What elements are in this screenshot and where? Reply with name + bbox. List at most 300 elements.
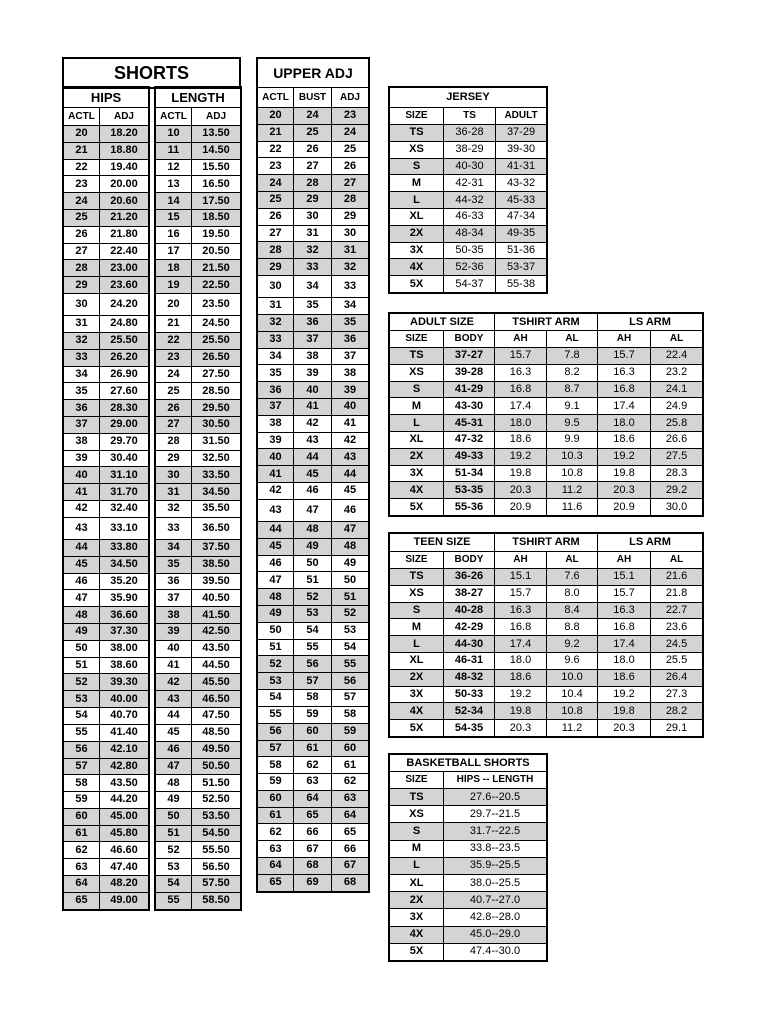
teen-ls-arm: LS ARM	[598, 534, 703, 552]
length-row	[156, 825, 241, 842]
upper-adj-cell: 53	[332, 622, 369, 639]
adult-ls-ah-cell: 16.3	[598, 364, 651, 381]
adult-ah-cell: 15.7	[495, 348, 547, 365]
upper-actl-cell: 43	[258, 499, 294, 521]
adult-body-cell: 49-33	[444, 448, 495, 465]
jersey-size-cell: S	[390, 158, 444, 175]
upper-row	[258, 124, 369, 141]
adult-al-cell: 10.3	[547, 448, 598, 465]
adult-ls-al-cell: 24.9	[651, 398, 703, 415]
hips-row	[64, 243, 149, 260]
length-actl-cell: 14	[156, 193, 192, 210]
adult-ls-al-cell: 22.4	[651, 348, 703, 365]
basketball-hips-length-cell: 47.4--30.0	[444, 943, 547, 960]
length-col-actl: ACTL	[156, 108, 192, 126]
adult-row	[390, 499, 703, 516]
length-adj-cell: 25.50	[192, 332, 241, 349]
upper-row	[258, 108, 369, 125]
adult-ls-ah-cell: 15.7	[598, 348, 651, 365]
upper-row	[258, 415, 369, 432]
upper-row	[258, 466, 369, 483]
upper-row	[258, 605, 369, 622]
adult-ls-al-cell: 30.0	[651, 499, 703, 516]
length-adj-cell: 28.50	[192, 383, 241, 400]
hips-adj-cell: 46.60	[100, 842, 149, 859]
hips-adj-cell: 20.60	[100, 193, 149, 210]
teen-size-table	[389, 533, 703, 737]
upper-actl-cell: 56	[258, 723, 294, 740]
length-adj-cell: 57.50	[192, 876, 241, 893]
length-adj-cell: 31.50	[192, 433, 241, 450]
upper-bust-cell: 28	[294, 175, 332, 192]
adult-size-cell: L	[390, 415, 444, 432]
upper-row	[258, 841, 369, 858]
length-row	[156, 243, 241, 260]
hips-adj-cell: 48.20	[100, 876, 149, 893]
upper-actl-cell: 51	[258, 639, 294, 656]
jersey-row	[390, 175, 547, 192]
hips-row	[64, 539, 149, 556]
jersey-adult-cell: 45-33	[496, 192, 547, 209]
adult-col-al: AL	[547, 331, 598, 348]
upper-row	[258, 208, 369, 225]
adult-ah-cell: 16.8	[495, 381, 547, 398]
length-row	[156, 640, 241, 657]
teen-row	[390, 602, 703, 619]
upper-row	[258, 141, 369, 158]
adult-ah-cell: 19.8	[495, 465, 547, 482]
hips-row	[64, 775, 149, 792]
upper-bust-cell: 27	[294, 158, 332, 175]
jersey-row	[390, 259, 547, 276]
upper-row	[258, 331, 369, 348]
length-adj-cell: 41.50	[192, 607, 241, 624]
teen-al-cell: 8.0	[547, 585, 598, 602]
length-row	[156, 517, 241, 539]
upper-row	[258, 482, 369, 499]
length-actl-cell: 17	[156, 243, 192, 260]
length-adj-cell: 17.50	[192, 193, 241, 210]
adult-al-cell: 9.5	[547, 415, 598, 432]
length-row	[156, 433, 241, 450]
hips-row	[64, 260, 149, 277]
hips-row	[64, 792, 149, 809]
teen-size-cell: 5X	[390, 720, 444, 737]
length-actl-cell: 42	[156, 674, 192, 691]
hips-adj-cell: 24.80	[100, 315, 149, 332]
teen-al-cell: 11.2	[547, 720, 598, 737]
adult-row	[390, 348, 703, 365]
teen-ls-ah-cell: 15.1	[598, 569, 651, 586]
upper-adj-cell: 40	[332, 398, 369, 415]
teen-al-cell: 7.6	[547, 569, 598, 586]
teen-body-cell: 52-34	[444, 703, 495, 720]
upper-actl-cell: 32	[258, 314, 294, 331]
jersey-size-cell: 2X	[390, 225, 444, 242]
jersey-size-cell: M	[390, 175, 444, 192]
adult-ls-al-cell: 24.1	[651, 381, 703, 398]
upper-adj-cell: 48	[332, 538, 369, 555]
length-row	[156, 349, 241, 366]
upper-adj-cell: 46	[332, 499, 369, 521]
upper-actl-cell: 40	[258, 449, 294, 466]
adult-ls-al-cell: 27.5	[651, 448, 703, 465]
length-actl-cell: 48	[156, 775, 192, 792]
basketball-row	[390, 823, 547, 840]
hips-col-actl: ACTL	[64, 108, 100, 126]
hips-actl-cell: 32	[64, 332, 100, 349]
jersey-ts-cell: 52-36	[444, 259, 496, 276]
teen-ah-cell: 19.8	[495, 703, 547, 720]
hips-row	[64, 640, 149, 657]
teen-size-cell: 3X	[390, 686, 444, 703]
adult-row	[390, 431, 703, 448]
adult-size-table	[389, 313, 703, 516]
length-actl-cell: 47	[156, 758, 192, 775]
length-row	[156, 808, 241, 825]
upper-actl-cell: 62	[258, 824, 294, 841]
upper-actl-cell: 34	[258, 348, 294, 365]
length-row	[156, 159, 241, 176]
adult-ls-al-cell: 25.8	[651, 415, 703, 432]
hips-adj-cell: 18.80	[100, 142, 149, 159]
teen-col-ah: AH	[495, 552, 547, 569]
adult-ls-ah-cell: 16.8	[598, 381, 651, 398]
hips-adj-cell: 35.90	[100, 590, 149, 607]
teen-body-cell: 54-35	[444, 720, 495, 737]
upper-row	[258, 689, 369, 706]
upper-row	[258, 275, 369, 297]
upper-bust-cell: 44	[294, 449, 332, 466]
teen-ah-cell: 18.6	[495, 669, 547, 686]
teen-ah-cell: 19.2	[495, 686, 547, 703]
teen-size-cell: 2X	[390, 669, 444, 686]
jersey-size-cell: L	[390, 192, 444, 209]
hips-row	[64, 226, 149, 243]
basketball-hips-length-cell: 29.7--21.5	[444, 806, 547, 823]
hips-adj-cell: 42.10	[100, 741, 149, 758]
basketball-size-cell: XL	[390, 874, 444, 891]
teen-ls-al-cell: 22.7	[651, 602, 703, 619]
teen-tshirt-arm: TSHIRT ARM	[495, 534, 598, 552]
adult-row	[390, 381, 703, 398]
length-actl-cell: 12	[156, 159, 192, 176]
length-row	[156, 450, 241, 467]
upper-adj-cell: 49	[332, 555, 369, 572]
upper-bust-cell: 50	[294, 555, 332, 572]
adult-size-cell: S	[390, 381, 444, 398]
teen-al-cell: 9.6	[547, 652, 598, 669]
basketball-hips-length-cell: 45.0--29.0	[444, 926, 547, 943]
upper-bust-cell: 39	[294, 365, 332, 382]
upper-adj-cell: 61	[332, 757, 369, 774]
length-actl-cell: 27	[156, 416, 192, 433]
upper-bust-cell: 42	[294, 415, 332, 432]
upper-adj-cell: 44	[332, 466, 369, 483]
upper-adj-cell: 33	[332, 275, 369, 297]
length-row	[156, 500, 241, 517]
hips-actl-cell: 21	[64, 142, 100, 159]
length-actl-cell: 16	[156, 226, 192, 243]
adult-ah-cell: 19.2	[495, 448, 547, 465]
upper-bust-cell: 45	[294, 466, 332, 483]
upper-row	[258, 225, 369, 242]
basketball-row	[390, 943, 547, 960]
hips-adj-cell: 49.00	[100, 892, 149, 909]
adult-ls-ah-cell: 20.9	[598, 499, 651, 516]
adult-ah-cell: 20.3	[495, 482, 547, 499]
hips-adj-cell: 24.20	[100, 293, 149, 315]
length-adj-cell: 27.50	[192, 366, 241, 383]
upper-actl-cell: 42	[258, 482, 294, 499]
hips-adj-cell: 47.40	[100, 859, 149, 876]
adult-row	[390, 465, 703, 482]
length-adj-cell: 54.50	[192, 825, 241, 842]
adult-body-cell: 53-35	[444, 482, 495, 499]
hips-actl-cell: 54	[64, 707, 100, 724]
upper-adj-cell: 26	[332, 158, 369, 175]
length-actl-cell: 34	[156, 539, 192, 556]
hips-actl-cell: 61	[64, 825, 100, 842]
length-row	[156, 876, 241, 893]
teen-body-cell: 44-30	[444, 636, 495, 653]
length-actl-cell: 52	[156, 842, 192, 859]
hips-row	[64, 500, 149, 517]
jersey-ts-cell: 54-37	[444, 276, 496, 293]
upper-bust-cell: 46	[294, 482, 332, 499]
length-actl-cell: 32	[156, 500, 192, 517]
upper-adj-cell: 25	[332, 141, 369, 158]
length-actl-cell: 26	[156, 400, 192, 417]
basketball-size-cell: 2X	[390, 892, 444, 909]
length-adj-cell: 29.50	[192, 400, 241, 417]
upper-row	[258, 555, 369, 572]
hips-actl-cell: 65	[64, 892, 100, 909]
hips-row	[64, 467, 149, 484]
length-adj-cell: 38.50	[192, 556, 241, 573]
upper-bust-cell: 33	[294, 259, 332, 276]
length-adj-cell: 32.50	[192, 450, 241, 467]
upper-row	[258, 790, 369, 807]
upper-adj-cell: 27	[332, 175, 369, 192]
length-actl-cell: 20	[156, 293, 192, 315]
teen-size-cell: XL	[390, 652, 444, 669]
hips-actl-cell: 41	[64, 484, 100, 501]
upper-actl-cell: 20	[258, 108, 294, 125]
adult-al-cell: 10.8	[547, 465, 598, 482]
jersey-row	[390, 242, 547, 259]
upper-adj-cell: 54	[332, 639, 369, 656]
basketball-size-cell: 3X	[390, 909, 444, 926]
upper-adj-cell: 68	[332, 874, 369, 891]
length-row	[156, 573, 241, 590]
hips-actl-cell: 52	[64, 674, 100, 691]
adult-ah-cell: 18.0	[495, 415, 547, 432]
hips-row	[64, 691, 149, 708]
teen-body-cell: 42-29	[444, 619, 495, 636]
length-actl-cell: 54	[156, 876, 192, 893]
hips-header: HIPS	[64, 88, 149, 108]
basketball-hips-length-cell: 38.0--25.5	[444, 874, 547, 891]
hips-actl-cell: 26	[64, 226, 100, 243]
jersey-size-cell: XS	[390, 141, 444, 158]
upper-actl-cell: 64	[258, 858, 294, 875]
length-row	[156, 691, 241, 708]
hips-adj-cell: 40.70	[100, 707, 149, 724]
hips-row	[64, 349, 149, 366]
length-adj-cell: 33.50	[192, 467, 241, 484]
hips-adj-cell: 40.00	[100, 691, 149, 708]
length-adj-cell: 36.50	[192, 517, 241, 539]
length-adj-cell: 35.50	[192, 500, 241, 517]
hips-actl-cell: 29	[64, 277, 100, 294]
adult-size-cell: M	[390, 398, 444, 415]
length-row	[156, 657, 241, 674]
length-row	[156, 674, 241, 691]
length-row	[156, 539, 241, 556]
teen-row	[390, 652, 703, 669]
upper-bust-cell: 26	[294, 141, 332, 158]
upper-col-adj: ADJ	[332, 88, 369, 108]
upper-adj-cell: 65	[332, 824, 369, 841]
teen-body-cell: 38-27	[444, 585, 495, 602]
teen-al-cell: 8.8	[547, 619, 598, 636]
basketball-size-cell: M	[390, 840, 444, 857]
upper-adj-cell: 59	[332, 723, 369, 740]
upper-row	[258, 824, 369, 841]
length-row	[156, 332, 241, 349]
adult-size-cell: 5X	[390, 499, 444, 516]
upper-col-bust: BUST	[294, 88, 332, 108]
length-row	[156, 416, 241, 433]
length-adj-cell: 39.50	[192, 573, 241, 590]
hips-actl-cell: 42	[64, 500, 100, 517]
teen-body-cell: 36-26	[444, 569, 495, 586]
jersey-adult-cell: 49-35	[496, 225, 547, 242]
length-adj-cell: 22.50	[192, 277, 241, 294]
adult-al-cell: 11.6	[547, 499, 598, 516]
upper-adj-cell: 66	[332, 841, 369, 858]
length-adj-cell: 55.50	[192, 842, 241, 859]
teen-ah-cell: 18.0	[495, 652, 547, 669]
hips-actl-cell: 33	[64, 349, 100, 366]
adult-ls-ah-cell: 18.0	[598, 415, 651, 432]
hips-col-adj: ADJ	[100, 108, 149, 126]
hips-actl-cell: 58	[64, 775, 100, 792]
length-row	[156, 467, 241, 484]
adult-ah-cell: 18.6	[495, 431, 547, 448]
adult-ls-ah-cell: 18.6	[598, 431, 651, 448]
hips-row	[64, 607, 149, 624]
hips-adj-cell: 30.40	[100, 450, 149, 467]
jersey-ts-cell: 40-30	[444, 158, 496, 175]
upper-row	[258, 807, 369, 824]
hips-actl-cell: 31	[64, 315, 100, 332]
length-header: LENGTH	[156, 88, 241, 108]
teen-al-cell: 10.4	[547, 686, 598, 703]
upper-adj-cell: 32	[332, 259, 369, 276]
adult-al-cell: 8.7	[547, 381, 598, 398]
adult-size-cell: TS	[390, 348, 444, 365]
teen-row	[390, 569, 703, 586]
jersey-adult-cell: 43-32	[496, 175, 547, 192]
upper-bust-cell: 32	[294, 242, 332, 259]
teen-body-cell: 50-33	[444, 686, 495, 703]
hips-row	[64, 808, 149, 825]
upper-bust-cell: 37	[294, 331, 332, 348]
adult-title: ADULT SIZE	[390, 314, 495, 331]
jersey-adult-cell: 41-31	[496, 158, 547, 175]
basketball-row	[390, 857, 547, 874]
hips-row	[64, 193, 149, 210]
jersey-ts-cell: 38-29	[444, 141, 496, 158]
upper-actl-cell: 47	[258, 572, 294, 589]
hips-actl-cell: 53	[64, 691, 100, 708]
length-row	[156, 400, 241, 417]
upper-actl-cell: 50	[258, 622, 294, 639]
upper-bust-cell: 62	[294, 757, 332, 774]
length-row	[156, 126, 241, 143]
upper-bust-cell: 59	[294, 706, 332, 723]
hips-row	[64, 707, 149, 724]
upper-actl-cell: 24	[258, 175, 294, 192]
adult-row	[390, 482, 703, 499]
length-actl-cell: 45	[156, 724, 192, 741]
upper-bust-cell: 66	[294, 824, 332, 841]
hips-adj-cell: 19.40	[100, 159, 149, 176]
hips-adj-cell: 31.10	[100, 467, 149, 484]
hips-adj-cell: 22.40	[100, 243, 149, 260]
upper-bust-cell: 58	[294, 689, 332, 706]
hips-actl-cell: 48	[64, 607, 100, 624]
adult-row	[390, 415, 703, 432]
basketball-col-hips-length: HIPS -- LENGTH	[444, 772, 547, 789]
upper-row	[258, 314, 369, 331]
jersey-size-cell: XL	[390, 208, 444, 225]
basketball-row	[390, 874, 547, 891]
length-actl-cell: 30	[156, 467, 192, 484]
upper-bust-cell: 61	[294, 740, 332, 757]
upper-actl-cell: 28	[258, 242, 294, 259]
hips-adj-cell: 35.20	[100, 573, 149, 590]
length-adj-cell: 46.50	[192, 691, 241, 708]
length-actl-cell: 39	[156, 623, 192, 640]
length-actl-cell: 41	[156, 657, 192, 674]
upper-row	[258, 449, 369, 466]
jersey-size-cell: 5X	[390, 276, 444, 293]
teen-ls-al-cell: 27.3	[651, 686, 703, 703]
upper-row	[258, 348, 369, 365]
upper-actl-cell: 54	[258, 689, 294, 706]
jersey-ts-cell: 42-31	[444, 175, 496, 192]
jersey-row	[390, 158, 547, 175]
hips-row	[64, 176, 149, 193]
adult-ls-arm: LS ARM	[598, 314, 703, 331]
length-adj-cell: 14.50	[192, 142, 241, 159]
hips-actl-cell: 38	[64, 433, 100, 450]
length-adj-cell: 21.50	[192, 260, 241, 277]
upper-bust-cell: 24	[294, 108, 332, 125]
jersey-row	[390, 125, 547, 142]
length-row	[156, 842, 241, 859]
length-actl-cell: 11	[156, 142, 192, 159]
hips-actl-cell: 59	[64, 792, 100, 809]
hips-actl-cell: 27	[64, 243, 100, 260]
length-actl-cell: 28	[156, 433, 192, 450]
jersey-adult-cell: 37-29	[496, 125, 547, 142]
upper-bust-cell: 56	[294, 656, 332, 673]
hips-row	[64, 876, 149, 893]
